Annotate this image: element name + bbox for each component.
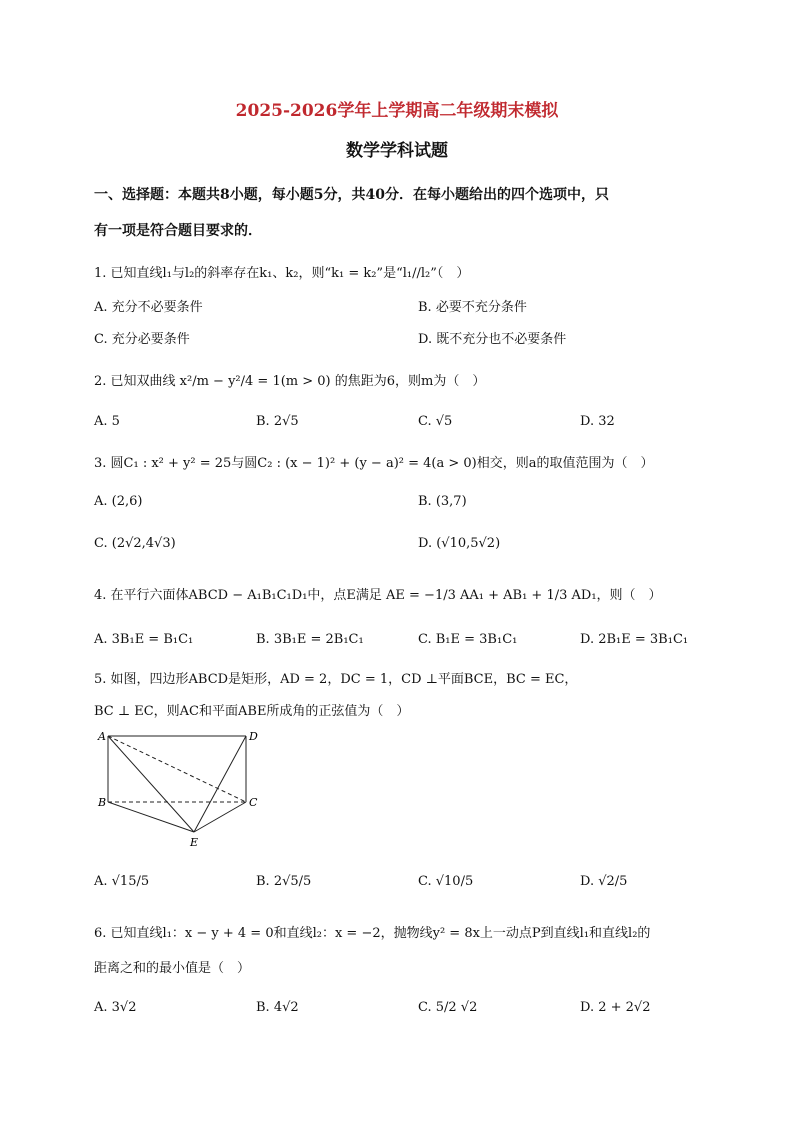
question-2-option-c[interactable]: C. √5	[418, 414, 453, 429]
question-6-stem-line1: 6. 已知直线l₁：x − y + 4 = 0和直线l₂：x = −2，抛物线y² = 8x上一动点P到直线l₁和直线l₂的	[94, 926, 651, 941]
question-5-figure	[96, 726, 266, 852]
question-4-stem: 4. 在平行六面体ABCD − A₁B₁C₁D₁中，点E满足 AE = −1/3 AA₁ + AB₁ + 1/3 AD₁，则（ ）	[94, 588, 662, 603]
exam-title: 2025-2026学年上学期高二年级期末模拟	[235, 101, 559, 121]
question-5-option-d[interactable]: D. √2/5	[580, 874, 628, 889]
question-1-option-c[interactable]: C. 充分必要条件	[94, 332, 190, 347]
figure-label-a: A	[98, 730, 106, 743]
question-4-option-a[interactable]: A. 3B₁E = B₁C₁	[94, 632, 194, 647]
question-6-option-a[interactable]: A. 3√2	[94, 1000, 137, 1015]
question-4-option-b[interactable]: B. 3B₁E = 2B₁C₁	[256, 632, 364, 647]
question-1-option-d[interactable]: D. 既不充分也不必要条件	[418, 332, 567, 347]
question-6-stem-line2: 距离之和的最小值是（ ）	[94, 961, 251, 976]
figure-label-e: E	[190, 836, 199, 849]
question-1-option-b[interactable]: B. 必要不充分条件	[418, 300, 527, 315]
question-2-option-b[interactable]: B. 2√5	[256, 414, 299, 429]
question-3-option-a[interactable]: A. (2,6)	[94, 494, 143, 509]
question-5-option-c[interactable]: C. √10/5	[418, 874, 474, 889]
question-3-stem: 3. 圆C₁ : x² + y² = 25与圆C₂ : (x − 1)² + (y − a)² = 4(a > 0)相交，则a的取值范围为（ ）	[94, 456, 654, 471]
figure-label-d: D	[249, 730, 258, 743]
question-2-stem: 2. 已知双曲线 x²/m − y²/4 = 1(m > 0) 的焦距为6，则m为（ ）	[94, 374, 486, 389]
question-5-stem-line1: 5. 如图，四边形ABCD是矩形，AD = 2，DC = 1，CD ⊥平面BCE，BC = EC，	[94, 672, 578, 687]
question-3-option-b[interactable]: B. (3,7)	[418, 494, 467, 509]
figure-label-b: B	[98, 796, 107, 809]
question-5-option-a[interactable]: A. √15/5	[94, 874, 150, 889]
question-1-option-a[interactable]: A. 充分不必要条件	[94, 300, 203, 315]
question-3-option-d[interactable]: D. (√10,5√2)	[418, 536, 501, 551]
question-2-option-a[interactable]: A. 5	[94, 414, 120, 429]
question-5-stem-line2: BC ⊥ EC，则AC和平面ABE所成角的正弦值为（ ）	[94, 704, 410, 719]
question-3-option-c[interactable]: C. (2√2,4√3)	[94, 536, 176, 551]
question-1-stem: 1. 已知直线l₁与l₂的斜率存在k₁、k₂，则“k₁ = k₂”是“l₁//l₂”（ ）	[94, 266, 470, 281]
exam-subtitle: 数学学科试题	[346, 141, 448, 161]
question-2-option-d[interactable]: D. 32	[580, 414, 615, 429]
question-5-option-b[interactable]: B. 2√5/5	[256, 874, 312, 889]
question-6-option-d[interactable]: D. 2 + 2√2	[580, 1000, 651, 1015]
question-4-option-d[interactable]: D. 2B₁E = 3B₁C₁	[580, 632, 689, 647]
section-heading-line2: 有一项是符合题目要求的．	[94, 223, 262, 239]
section-heading-line1: 一、选择题：本题共8小题，每小题5分，共40分．在每小题给出的四个选项中，只	[94, 187, 609, 203]
question-6-option-c[interactable]: C. 5/2 √2	[418, 1000, 478, 1015]
figure-label-c: C	[249, 796, 258, 809]
question-6-option-b[interactable]: B. 4√2	[256, 1000, 299, 1015]
question-4-option-c[interactable]: C. B₁E = 3B₁C₁	[418, 632, 518, 647]
